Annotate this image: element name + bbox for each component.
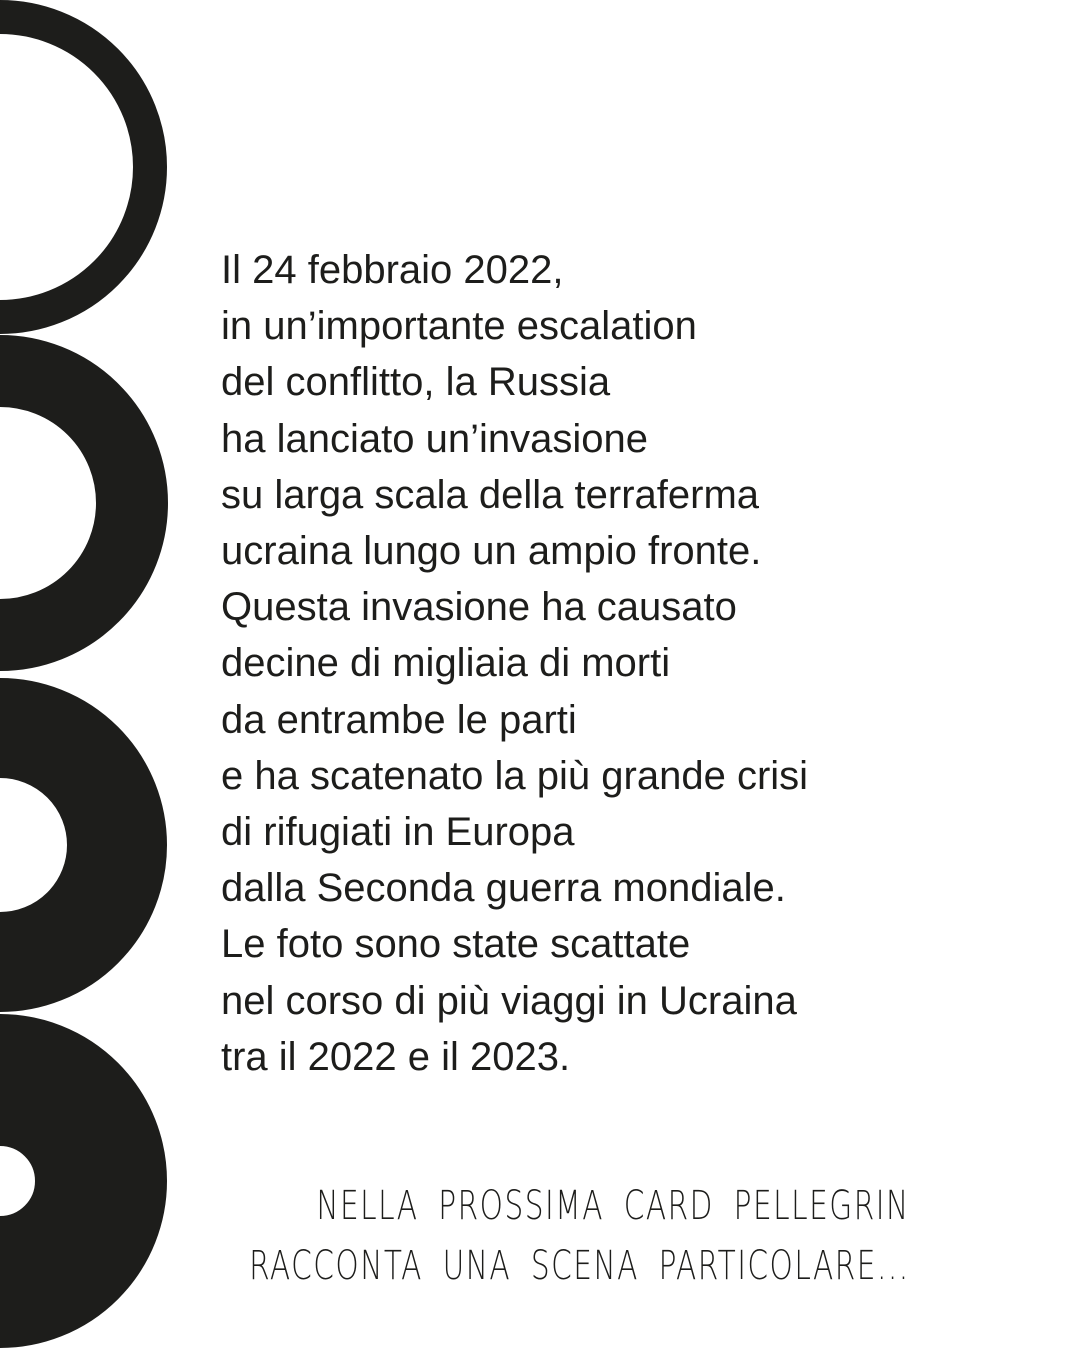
- body-line: tra il 2022 e il 2023.: [221, 1034, 571, 1079]
- body-line: su larga scala della terraferma: [221, 472, 760, 517]
- body-line: Le foto sono state scattate: [221, 922, 691, 967]
- body-line: e ha scatenato la più grande crisi: [221, 753, 809, 798]
- handwritten-note: [17, 1176, 910, 1296]
- body-line: Questa invasione ha causato: [221, 585, 737, 630]
- body-paragraph: [221, 242, 1041, 1085]
- note-line-1: NELLA PROSSIMA CARD PELLEGRIN: [316, 1183, 911, 1229]
- body-line: in un’importante escalation: [221, 304, 697, 349]
- body-line: ha lanciato un’invasione: [221, 416, 648, 461]
- ring-1: [0, 17, 150, 317]
- ring-2: [0, 371, 132, 635]
- body-line: dalla Seconda guerra mondiale.: [221, 866, 786, 911]
- body-line: nel corso di più viaggi in Ucraina: [221, 978, 797, 1023]
- body-line: Il 24 febbraio 2022,: [221, 248, 564, 292]
- body-line: da entrambe le parti: [221, 697, 577, 742]
- ring-3: [0, 728, 117, 962]
- body-line: di rifugiati in Europa: [221, 810, 575, 855]
- note-line-2: RACCONTA UNA SCENA PARTICOLARE...: [249, 1243, 910, 1289]
- body-line: decine di migliaia di morti: [221, 641, 671, 686]
- body-line: del conflitto, la Russia: [221, 360, 611, 405]
- body-line: ucraina lungo un ampio fronte.: [221, 529, 762, 574]
